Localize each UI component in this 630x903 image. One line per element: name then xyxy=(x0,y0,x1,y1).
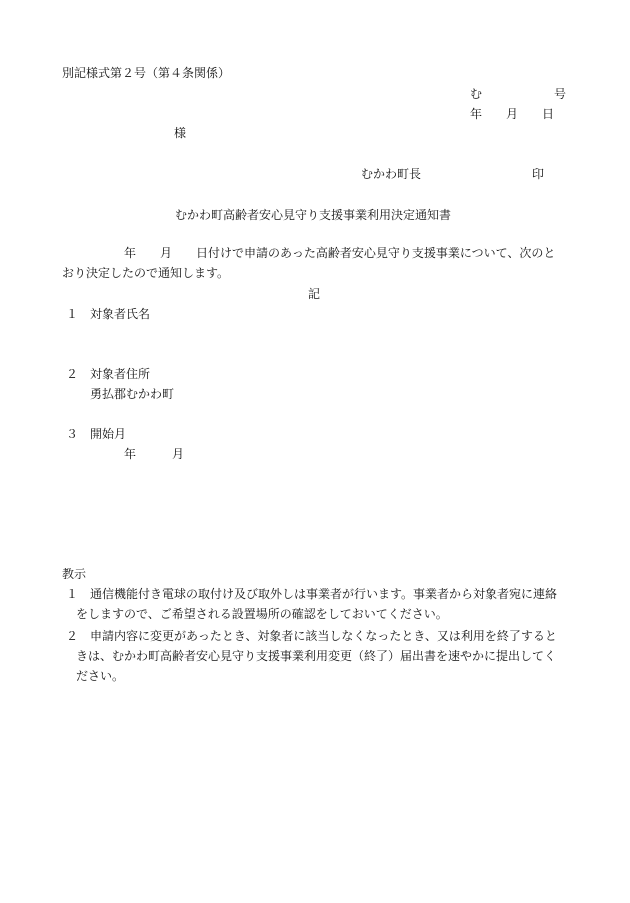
item-address-label: ２ 対象者住所 xyxy=(66,367,151,381)
form-label: 別記様式第２号（第４条関係） xyxy=(62,66,231,80)
document-title: むかわ町高齢者安心見守り支援事業利用決定通知書 xyxy=(175,208,452,222)
body-line-1: 年 月 日付けで申請のあった高齢者安心見守り支援事業について、次のと xyxy=(124,246,556,260)
item-start-label: ３ 開始月 xyxy=(66,427,127,441)
document-number: む 号 xyxy=(470,87,567,101)
item-start-value: 年 月 xyxy=(124,447,185,461)
issuer-name: むかわ町長 xyxy=(361,167,422,181)
note-2-line-3: ださい。 xyxy=(76,669,125,683)
addressee-honorific: 様 xyxy=(174,126,187,140)
note-2-line-2: きは、むかわ町高齢者安心見守り支援事業利用変更（終了）届出書を速やかに提出してく xyxy=(76,649,557,663)
note-1-line-1: １ 通信機能付き電球の取付け及び取外しは事業者が行います。事業者から対象者宛に連絡 xyxy=(66,587,558,601)
ki-marker: 記 xyxy=(308,287,321,301)
note-1-line-2: をしますので、ご希望される設置場所の確認をしておいてください。 xyxy=(76,607,448,621)
item-address-value: 勇払郡むかわ町 xyxy=(90,387,175,401)
item-name-label: １ 対象者氏名 xyxy=(66,307,151,321)
seal-mark: 印 xyxy=(532,167,545,181)
note-2-line-1: ２ 申請内容に変更があったとき、対象者に該当しなくなったとき、又は利用を終了すると xyxy=(66,629,557,643)
issue-date: 年 月 日 xyxy=(470,107,555,121)
body-line-2: おり決定したので通知します。 xyxy=(62,266,230,280)
notes-heading: 教示 xyxy=(62,567,87,581)
